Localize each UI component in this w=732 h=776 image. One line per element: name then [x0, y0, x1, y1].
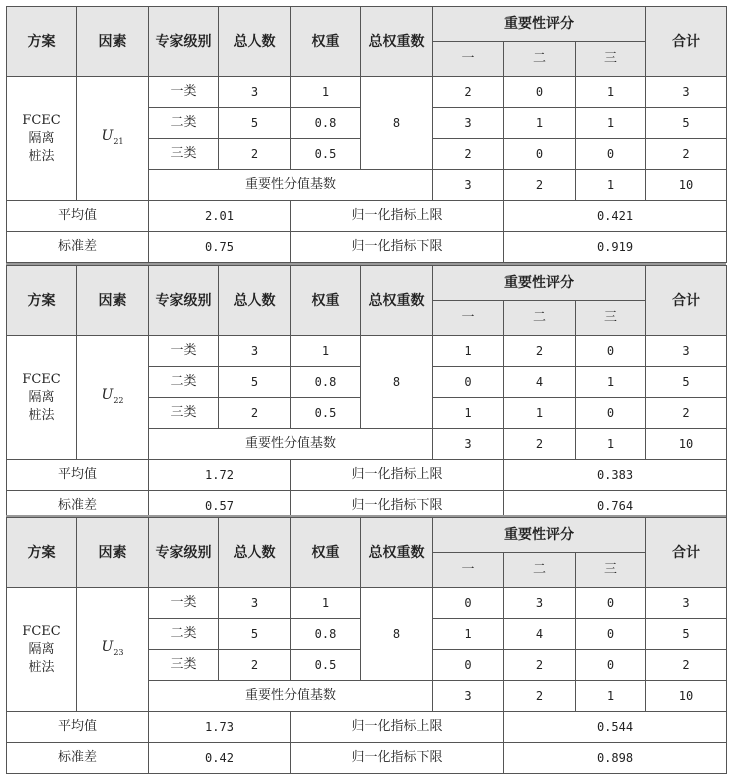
people-cell: 2	[219, 398, 291, 429]
score1-cell: 1	[433, 336, 504, 367]
base-label: 重要性分值基数	[149, 681, 433, 712]
evaluation-table	[6, 265, 727, 522]
lower-value: 0.919	[504, 232, 727, 263]
score3-cell: 1	[576, 367, 646, 398]
weight-cell: 0.8	[291, 108, 361, 139]
std-value: 0.57	[149, 491, 291, 522]
base-sum: 10	[646, 170, 727, 201]
scheme-line: 桩法	[28, 148, 55, 164]
header-importance: 重要性评分	[433, 7, 646, 42]
score2-cell: 4	[504, 367, 576, 398]
scheme-line: FCEC	[22, 371, 61, 387]
sum-cell: 2	[646, 650, 727, 681]
header-importance: 重要性评分	[433, 518, 646, 553]
score1-cell: 0	[433, 650, 504, 681]
header-sum: 合计	[646, 518, 727, 588]
upper-value: 0.421	[504, 201, 727, 232]
score1-cell: 3	[433, 108, 504, 139]
score3-cell: 1	[576, 77, 646, 108]
header-scheme: 方案	[7, 7, 77, 77]
base-score3: 1	[576, 170, 646, 201]
total-weight-cell: 8	[361, 336, 433, 429]
lower-label: 归一化指标下限	[291, 491, 504, 522]
header-factor: 因素	[77, 518, 149, 588]
header-weight: 权重	[291, 7, 361, 77]
header-importance: 重要性评分	[433, 266, 646, 301]
header-total-people: 总人数	[219, 7, 291, 77]
table-block-u21	[6, 6, 726, 263]
header-score-3: 三	[576, 553, 646, 588]
header-scheme: 方案	[7, 266, 77, 336]
factor-cell	[77, 588, 149, 712]
score2-cell: 2	[504, 650, 576, 681]
scheme-line: 隔离	[28, 389, 55, 405]
upper-label: 归一化指标上限	[291, 712, 504, 743]
base-score1: 3	[433, 681, 504, 712]
score3-cell: 0	[576, 336, 646, 367]
score2-cell: 4	[504, 619, 576, 650]
header-factor: 因素	[77, 7, 149, 77]
score2-cell: 3	[504, 588, 576, 619]
level-cell: 二类	[149, 108, 219, 139]
base-score3: 1	[576, 429, 646, 460]
table-row	[7, 588, 727, 619]
table-row	[7, 712, 727, 743]
header-sum: 合计	[646, 266, 727, 336]
scheme-line: 桩法	[28, 659, 55, 675]
score3-cell: 0	[576, 619, 646, 650]
factor-subscript: 21	[113, 136, 124, 146]
weight-cell: 0.8	[291, 619, 361, 650]
people-cell: 5	[219, 108, 291, 139]
people-cell: 2	[219, 650, 291, 681]
level-cell: 三类	[149, 650, 219, 681]
level-cell: 三类	[149, 139, 219, 170]
score1-cell: 2	[433, 139, 504, 170]
scheme-line: 隔离	[28, 130, 55, 146]
weight-cell: 0.5	[291, 139, 361, 170]
people-cell: 3	[219, 77, 291, 108]
scheme-line: 桩法	[28, 407, 55, 423]
lower-label: 归一化指标下限	[291, 743, 504, 774]
table-row	[7, 460, 727, 491]
score1-cell: 0	[433, 367, 504, 398]
evaluation-table	[6, 517, 727, 774]
header-weight: 权重	[291, 266, 361, 336]
sum-cell: 3	[646, 588, 727, 619]
score1-cell: 1	[433, 619, 504, 650]
header-total-weight: 总权重数	[361, 518, 433, 588]
sum-cell: 5	[646, 108, 727, 139]
score2-cell: 1	[504, 398, 576, 429]
weight-cell: 0.5	[291, 650, 361, 681]
score3-cell: 0	[576, 650, 646, 681]
header-total-weight: 总权重数	[361, 7, 433, 77]
total-weight-cell: 8	[361, 77, 433, 170]
mean-label: 平均值	[7, 712, 149, 743]
people-cell: 5	[219, 367, 291, 398]
score3-cell: 0	[576, 139, 646, 170]
table-row	[7, 336, 727, 367]
sum-cell: 3	[646, 336, 727, 367]
mean-value: 2.01	[149, 201, 291, 232]
level-cell: 一类	[149, 77, 219, 108]
total-weight-cell: 8	[361, 588, 433, 681]
score3-cell: 0	[576, 398, 646, 429]
score2-cell: 2	[504, 336, 576, 367]
people-cell: 2	[219, 139, 291, 170]
score2-cell: 1	[504, 108, 576, 139]
table-row	[7, 201, 727, 232]
sum-cell: 5	[646, 619, 727, 650]
header-sum: 合计	[646, 7, 727, 77]
header-score-3: 三	[576, 42, 646, 77]
weight-cell: 0.5	[291, 398, 361, 429]
score3-cell: 1	[576, 108, 646, 139]
lower-label: 归一化指标下限	[291, 232, 504, 263]
base-score1: 3	[433, 170, 504, 201]
scheme-cell	[7, 588, 77, 712]
mean-label: 平均值	[7, 460, 149, 491]
score1-cell: 1	[433, 398, 504, 429]
header-level: 专家级别	[149, 518, 219, 588]
table-block-u22	[6, 265, 726, 522]
base-score2: 2	[504, 170, 576, 201]
header-level: 专家级别	[149, 7, 219, 77]
score1-cell: 2	[433, 77, 504, 108]
sum-cell: 2	[646, 398, 727, 429]
people-cell: 3	[219, 588, 291, 619]
upper-value: 0.383	[504, 460, 727, 491]
people-cell: 3	[219, 336, 291, 367]
header-scheme: 方案	[7, 518, 77, 588]
factor-cell	[77, 336, 149, 460]
base-sum: 10	[646, 681, 727, 712]
base-score1: 3	[433, 429, 504, 460]
level-cell: 一类	[149, 588, 219, 619]
table-row	[7, 743, 727, 774]
score3-cell: 0	[576, 588, 646, 619]
base-sum: 10	[646, 429, 727, 460]
score2-cell: 0	[504, 139, 576, 170]
header-score-2: 二	[504, 42, 576, 77]
header-score-2: 二	[504, 301, 576, 336]
lower-value: 0.764	[504, 491, 727, 522]
header-total-weight: 总权重数	[361, 266, 433, 336]
sum-cell: 5	[646, 367, 727, 398]
header-total-people: 总人数	[219, 518, 291, 588]
base-label: 重要性分值基数	[149, 170, 433, 201]
table-row	[7, 77, 727, 108]
factor-subscript: 22	[113, 395, 124, 405]
evaluation-table	[6, 6, 727, 263]
header-score-2: 二	[504, 553, 576, 588]
level-cell: 二类	[149, 619, 219, 650]
upper-label: 归一化指标上限	[291, 201, 504, 232]
level-cell: 三类	[149, 398, 219, 429]
factor-cell	[77, 77, 149, 201]
header-total-people: 总人数	[219, 266, 291, 336]
std-value: 0.42	[149, 743, 291, 774]
scheme-line: 隔离	[28, 641, 55, 657]
level-cell: 二类	[149, 367, 219, 398]
header-score-1: 一	[433, 42, 504, 77]
table-block-u23	[6, 517, 726, 774]
weight-cell: 1	[291, 336, 361, 367]
sum-cell: 2	[646, 139, 727, 170]
upper-label: 归一化指标上限	[291, 460, 504, 491]
weight-cell: 0.8	[291, 367, 361, 398]
scheme-line: FCEC	[22, 623, 61, 639]
header-level: 专家级别	[149, 266, 219, 336]
factor-subscript: 23	[113, 647, 124, 657]
base-label: 重要性分值基数	[149, 429, 433, 460]
base-score2: 2	[504, 429, 576, 460]
factor-symbol: U	[101, 127, 114, 144]
std-label: 标准差	[7, 232, 149, 263]
score2-cell: 0	[504, 77, 576, 108]
header-weight: 权重	[291, 518, 361, 588]
score1-cell: 0	[433, 588, 504, 619]
scheme-line: FCEC	[22, 112, 61, 128]
lower-value: 0.898	[504, 743, 727, 774]
people-cell: 5	[219, 619, 291, 650]
mean-value: 1.73	[149, 712, 291, 743]
mean-label: 平均值	[7, 201, 149, 232]
weight-cell: 1	[291, 588, 361, 619]
header-score-1: 一	[433, 301, 504, 336]
header-factor: 因素	[77, 266, 149, 336]
level-cell: 一类	[149, 336, 219, 367]
header-score-1: 一	[433, 553, 504, 588]
scheme-cell	[7, 336, 77, 460]
upper-value: 0.544	[504, 712, 727, 743]
base-score2: 2	[504, 681, 576, 712]
mean-value: 1.72	[149, 460, 291, 491]
factor-symbol: U	[101, 638, 114, 655]
scheme-cell	[7, 77, 77, 201]
base-score3: 1	[576, 681, 646, 712]
table-row	[7, 232, 727, 263]
header-score-3: 三	[576, 301, 646, 336]
sum-cell: 3	[646, 77, 727, 108]
weight-cell: 1	[291, 77, 361, 108]
std-label: 标准差	[7, 743, 149, 774]
std-value: 0.75	[149, 232, 291, 263]
std-label: 标准差	[7, 491, 149, 522]
factor-symbol: U	[101, 386, 114, 403]
